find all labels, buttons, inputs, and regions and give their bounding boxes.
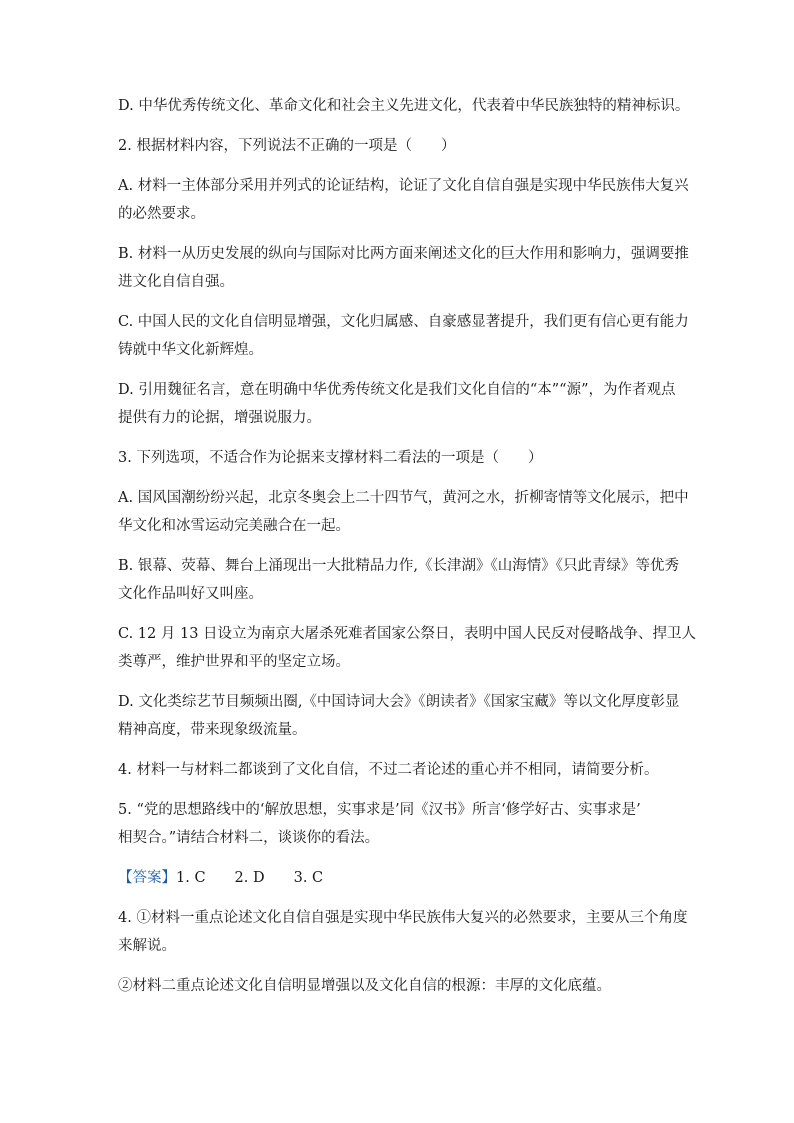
question-3-option-a-line-2: 华文化和冰雪运动完美融合在一起。 <box>118 518 350 534</box>
question-2-stem: 2. 根据材料内容，下列说法不正确的一项是（ ） <box>118 138 456 154</box>
question-3-stem: 3. 下列选项，不适合作为论据来支撑材料二看法的一项是（ ） <box>118 450 543 466</box>
answer-4-point-1-line-2: 来解说。 <box>118 938 176 954</box>
question-3-option-c-line-1: C. 12 月 13 日设立为南京大屠杀死难者国家公祭日，表明中国人民反对侵略战争、捍卫人 <box>118 626 697 642</box>
question-2-option-c-line-1: C. 中国人民的文化自信明显增强，文化归属感、自豪感显著提升，我们更有信心更有能力 <box>118 314 689 330</box>
question-2-option-a-line-1: A. 材料一主体部分采用并列式的论证结构，论证了文化自信自强是实现中华民族伟大复兴 <box>118 178 689 194</box>
question-2-option-b-line-2: 进文化自信自强。 <box>118 274 234 290</box>
question-3-option-d-line-1: D. 文化类综艺节目频频出圈,《中国诗词大会》《朗读者》《国家宝藏》等以文化厚度彰显 <box>118 694 680 710</box>
question-2-option-b-line-1: B. 材料一从历史发展的纵向与国际对比两方面来阐述文化的巨大作用和影响力，强调要推 <box>118 246 689 262</box>
question-2-option-a-line-2: 的必然要求。 <box>118 206 205 222</box>
answer-choices: 1. C 2. D 3. C <box>176 870 324 886</box>
question-3-option-b-line-1: B. 银幕、荧幕、舞台上涌现出一大批精品力作,《长津湖》《山海情》《只此青绿》等优秀 <box>118 558 679 574</box>
question-3-option-c-line-2: 类尊严，维护世界和平的坚定立场。 <box>118 654 350 670</box>
question-2-option-d-line-2: 提供有力的论据，增强说服力。 <box>118 410 321 426</box>
question-2-option-c-line-2: 铸就中华文化新辉煌。 <box>118 342 263 358</box>
question-3-option-b-line-2: 文化作品叫好又叫座。 <box>118 586 263 602</box>
answer-tag: 【答案】 <box>118 870 176 886</box>
question-3-option-d-line-2: 精神高度，带来现象级流量。 <box>118 722 307 738</box>
answer-line <box>118 867 678 889</box>
question-5-stem-line-1: 5. “党的思想路线中的‘解放思想，实事求是’同《汉书》所言‘修学好古、实事求是’ <box>118 802 641 818</box>
answer-4-point-2: ②材料二重点论述文化自信明显增强以及文化自信的根源：丰厚的文化底蕴。 <box>118 978 611 994</box>
question-1-option-d: D. 中华优秀传统文化、革命文化和社会主义先进文化，代表着中华民族独特的精神标识。 <box>118 98 690 114</box>
question-2-option-d-line-1: D. 引用魏征名言，意在明确中华优秀传统文化是我们文化自信的“本”“源”，为作者观点 <box>118 382 676 398</box>
answer-4-point-1-line-1: 4. ①材料一重点论述文化自信自强是实现中华民族伟大复兴的必然要求，主要从三个角度 <box>118 910 688 926</box>
question-4-stem: 4. 材料一与材料二都谈到了文化自信，不过二者论述的重心并不相同，请简要分析。 <box>118 762 659 778</box>
question-3-option-a-line-1: A. 国风国潮纷纷兴起，北京冬奥会上二十四节气，黄河之水，折柳寄情等文化展示，把中 <box>118 490 689 506</box>
question-5-stem-line-2: 相契合。”请结合材料二，谈谈你的看法。 <box>118 830 380 846</box>
